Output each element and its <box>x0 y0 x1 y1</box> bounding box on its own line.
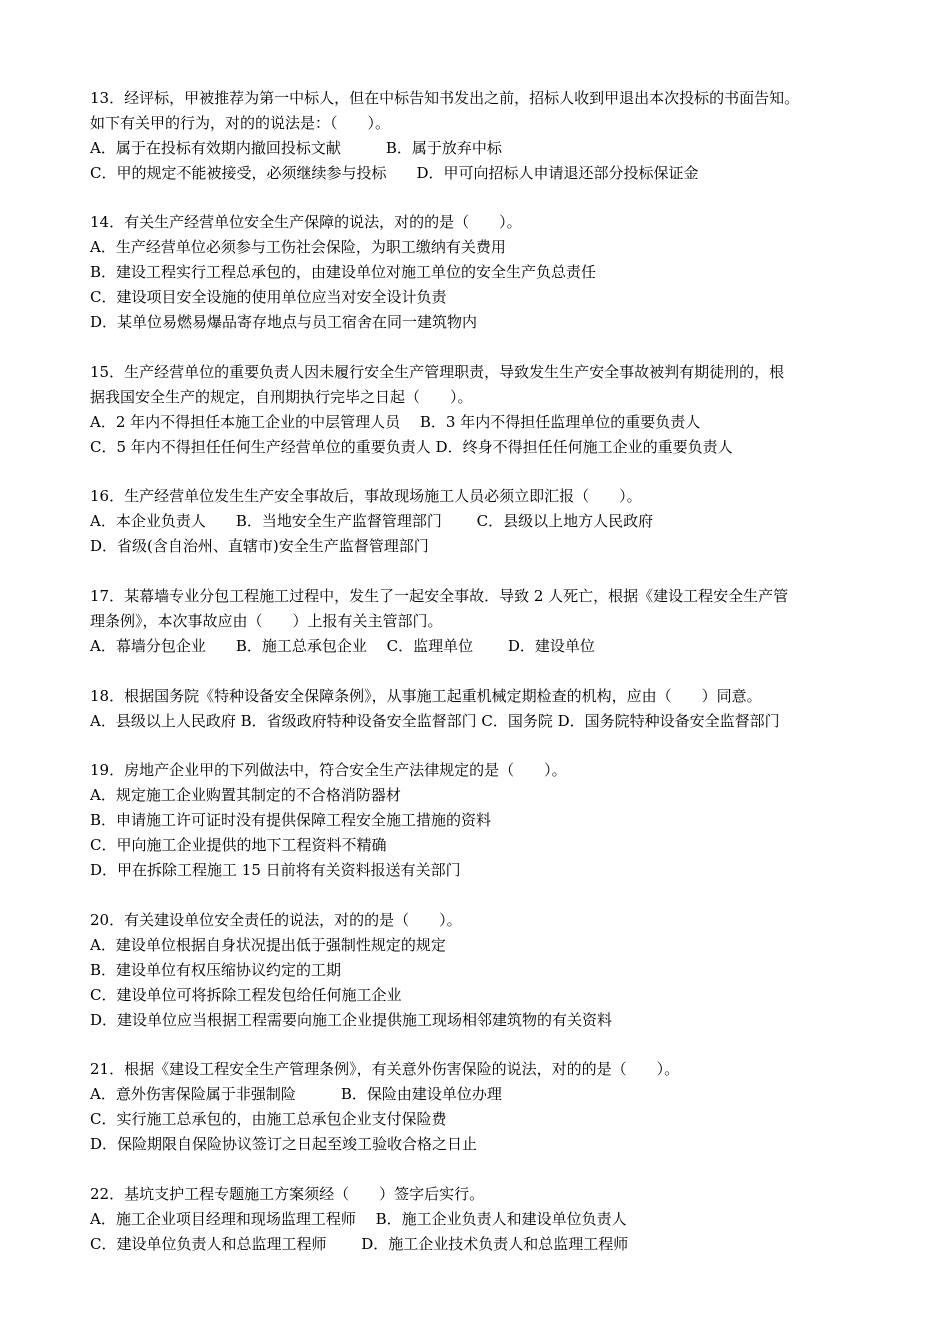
question-19-option-b: B．申请施工许可证时没有提供保障工程安全施工措施的资料 <box>90 811 492 829</box>
question-19-option-d: D．甲在拆除工程施工 15 日前将有关资料报送有关部门 <box>90 861 461 879</box>
question-14-option-b: B．建设工程实行工程总承包的，由建设单位对施工单位的安全生产负总责任 <box>90 263 597 281</box>
question-21-option-line-2: C．实行施工总承包的，由施工总承包企业支付保险费 <box>90 1110 447 1128</box>
question-15-stem-line-1: 15．生产经营单位的重要负责人因未履行安全生产管理职责，导致发生生产安全事故被判有期徒刑的，根 <box>90 363 785 381</box>
question-21-stem-line-1: 21．根据《建设工程安全生产管理条例》，有关意外伤害保险的说法，对的的是（ ）。 <box>90 1060 680 1078</box>
question-19-stem-line-1: 19．房地产企业甲的下列做法中，符合安全生产法律规定的是（ ）。 <box>90 761 567 779</box>
question-17-option-line-1: A．幕墙分包企业 B．施工总承包企业 C．监理单位 D．建设单位 <box>90 637 595 655</box>
question-18-option-line-1: A．县级以上人民政府 B．省级政府特种设备安全监督部门 C．国务院 D．国务院特种设备安全监督部门 <box>90 712 780 730</box>
question-20-option-d: D．建设单位应当根据工程需要向施工企业提供施工现场相邻建筑物的有关资料 <box>90 1011 613 1029</box>
question-20-option-a: A．建设单位根据自身状况提出低于强制性规定的规定 <box>90 936 446 954</box>
question-22-option-line-2: C．建设单位负责人和总监理工程师 D．施工企业技术负责人和总监理工程师 <box>90 1235 629 1253</box>
question-21-option-line-3: D．保险期限自保险协议签订之日起至竣工验收合格之日止 <box>90 1135 478 1153</box>
question-13-stem-line-2: 如下有关甲的行为，对的的说法是：（ ）。 <box>90 114 391 132</box>
question-14-stem-line-1: 14．有关生产经营单位安全生产保障的说法，对的的是（ ）。 <box>90 213 522 231</box>
question-22-option-line-1: A．施工企业项目经理和现场监理工程师 B．施工企业负责人和建设单位负责人 <box>90 1210 627 1228</box>
question-17-stem-line-1: 17．某幕墙专业分包工程施工过程中，发生了一起安全事故．导致 2 人死亡，根据《建设工程安全生产管 <box>90 587 789 605</box>
question-21-option-line-1: A．意外伤害保险属于非强制险 B．保险由建设单位办理 <box>90 1085 502 1103</box>
question-17-stem-line-2: 理条例》，本次事故应由（ ）上报有关主管部门。 <box>90 612 443 630</box>
question-19-option-a: A．规定施工企业购置其制定的不合格消防器材 <box>90 786 401 804</box>
question-16-stem-line-1: 16．生产经营单位发生生产安全事故后，事故现场施工人员必须立即汇报（ ）。 <box>90 487 642 505</box>
question-14-option-d: D．某单位易燃易爆品寄存地点与员工宿舍在同一建筑物内 <box>90 313 478 331</box>
question-19-option-c: C．甲向施工企业提供的地下工程资料不精确 <box>90 836 387 854</box>
question-14-option-a: A．生产经营单位必须参与工伤社会保险，为职工缴纳有关费用 <box>90 238 506 256</box>
question-16-option-line-2: D．省级(含自治州、直辖市)安全生产监督管理部门 <box>90 537 429 555</box>
question-15-option-line-2: C．5 年内不得担任任何生产经营单位的重要负责人 D．终身不得担任任何施工企业的重要负责人 <box>90 438 733 456</box>
question-13-option-line-2: C．甲的规定不能被接受，必须继续参与投标 D．甲可向招标人申请退还部分投标保证金 <box>90 164 699 182</box>
question-18-stem-line-1: 18．根据国务院《特种设备安全保障条例》，从事施工起重机械定期检查的机构，应由（ ）同意。 <box>90 687 762 705</box>
question-13-option-line-1: A．属于在投标有效期内撤回投标文献 B．属于放弃中标 <box>90 139 502 157</box>
question-16-option-line-1: A．本企业负责人 B．当地安全生产监督管理部门 C．县级以上地方人民政府 <box>90 512 654 530</box>
question-20-option-c: C．建设单位可将拆除工程发包给任何施工企业 <box>90 986 402 1004</box>
question-22-stem-line-1: 22．基坑支护工程专题施工方案须经（ ）签字后实行。 <box>90 1185 485 1203</box>
question-20-stem-line-1: 20．有关建设单位安全责任的说法，对的的是（ ）。 <box>90 911 462 929</box>
question-15-stem-line-2: 据我国安全生产的规定，自刑期执行完毕之日起（ ）。 <box>90 388 473 406</box>
question-15-option-line-1: A．2 年内不得担任本施工企业的中层管理人员 B．3 年内不得担任监理单位的重要负责人 <box>90 413 701 431</box>
question-13-stem-line-1: 13．经评标，甲被推荐为第一中标人，但在中标告知书发出之前，招标人收到甲退出本次投标的书面告知。 <box>90 89 800 107</box>
question-14-option-c: C．建设项目安全设施的使用单位应当对安全设计负责 <box>90 288 447 306</box>
question-20-option-b: B．建设单位有权压缩协议约定的工期 <box>90 961 342 979</box>
